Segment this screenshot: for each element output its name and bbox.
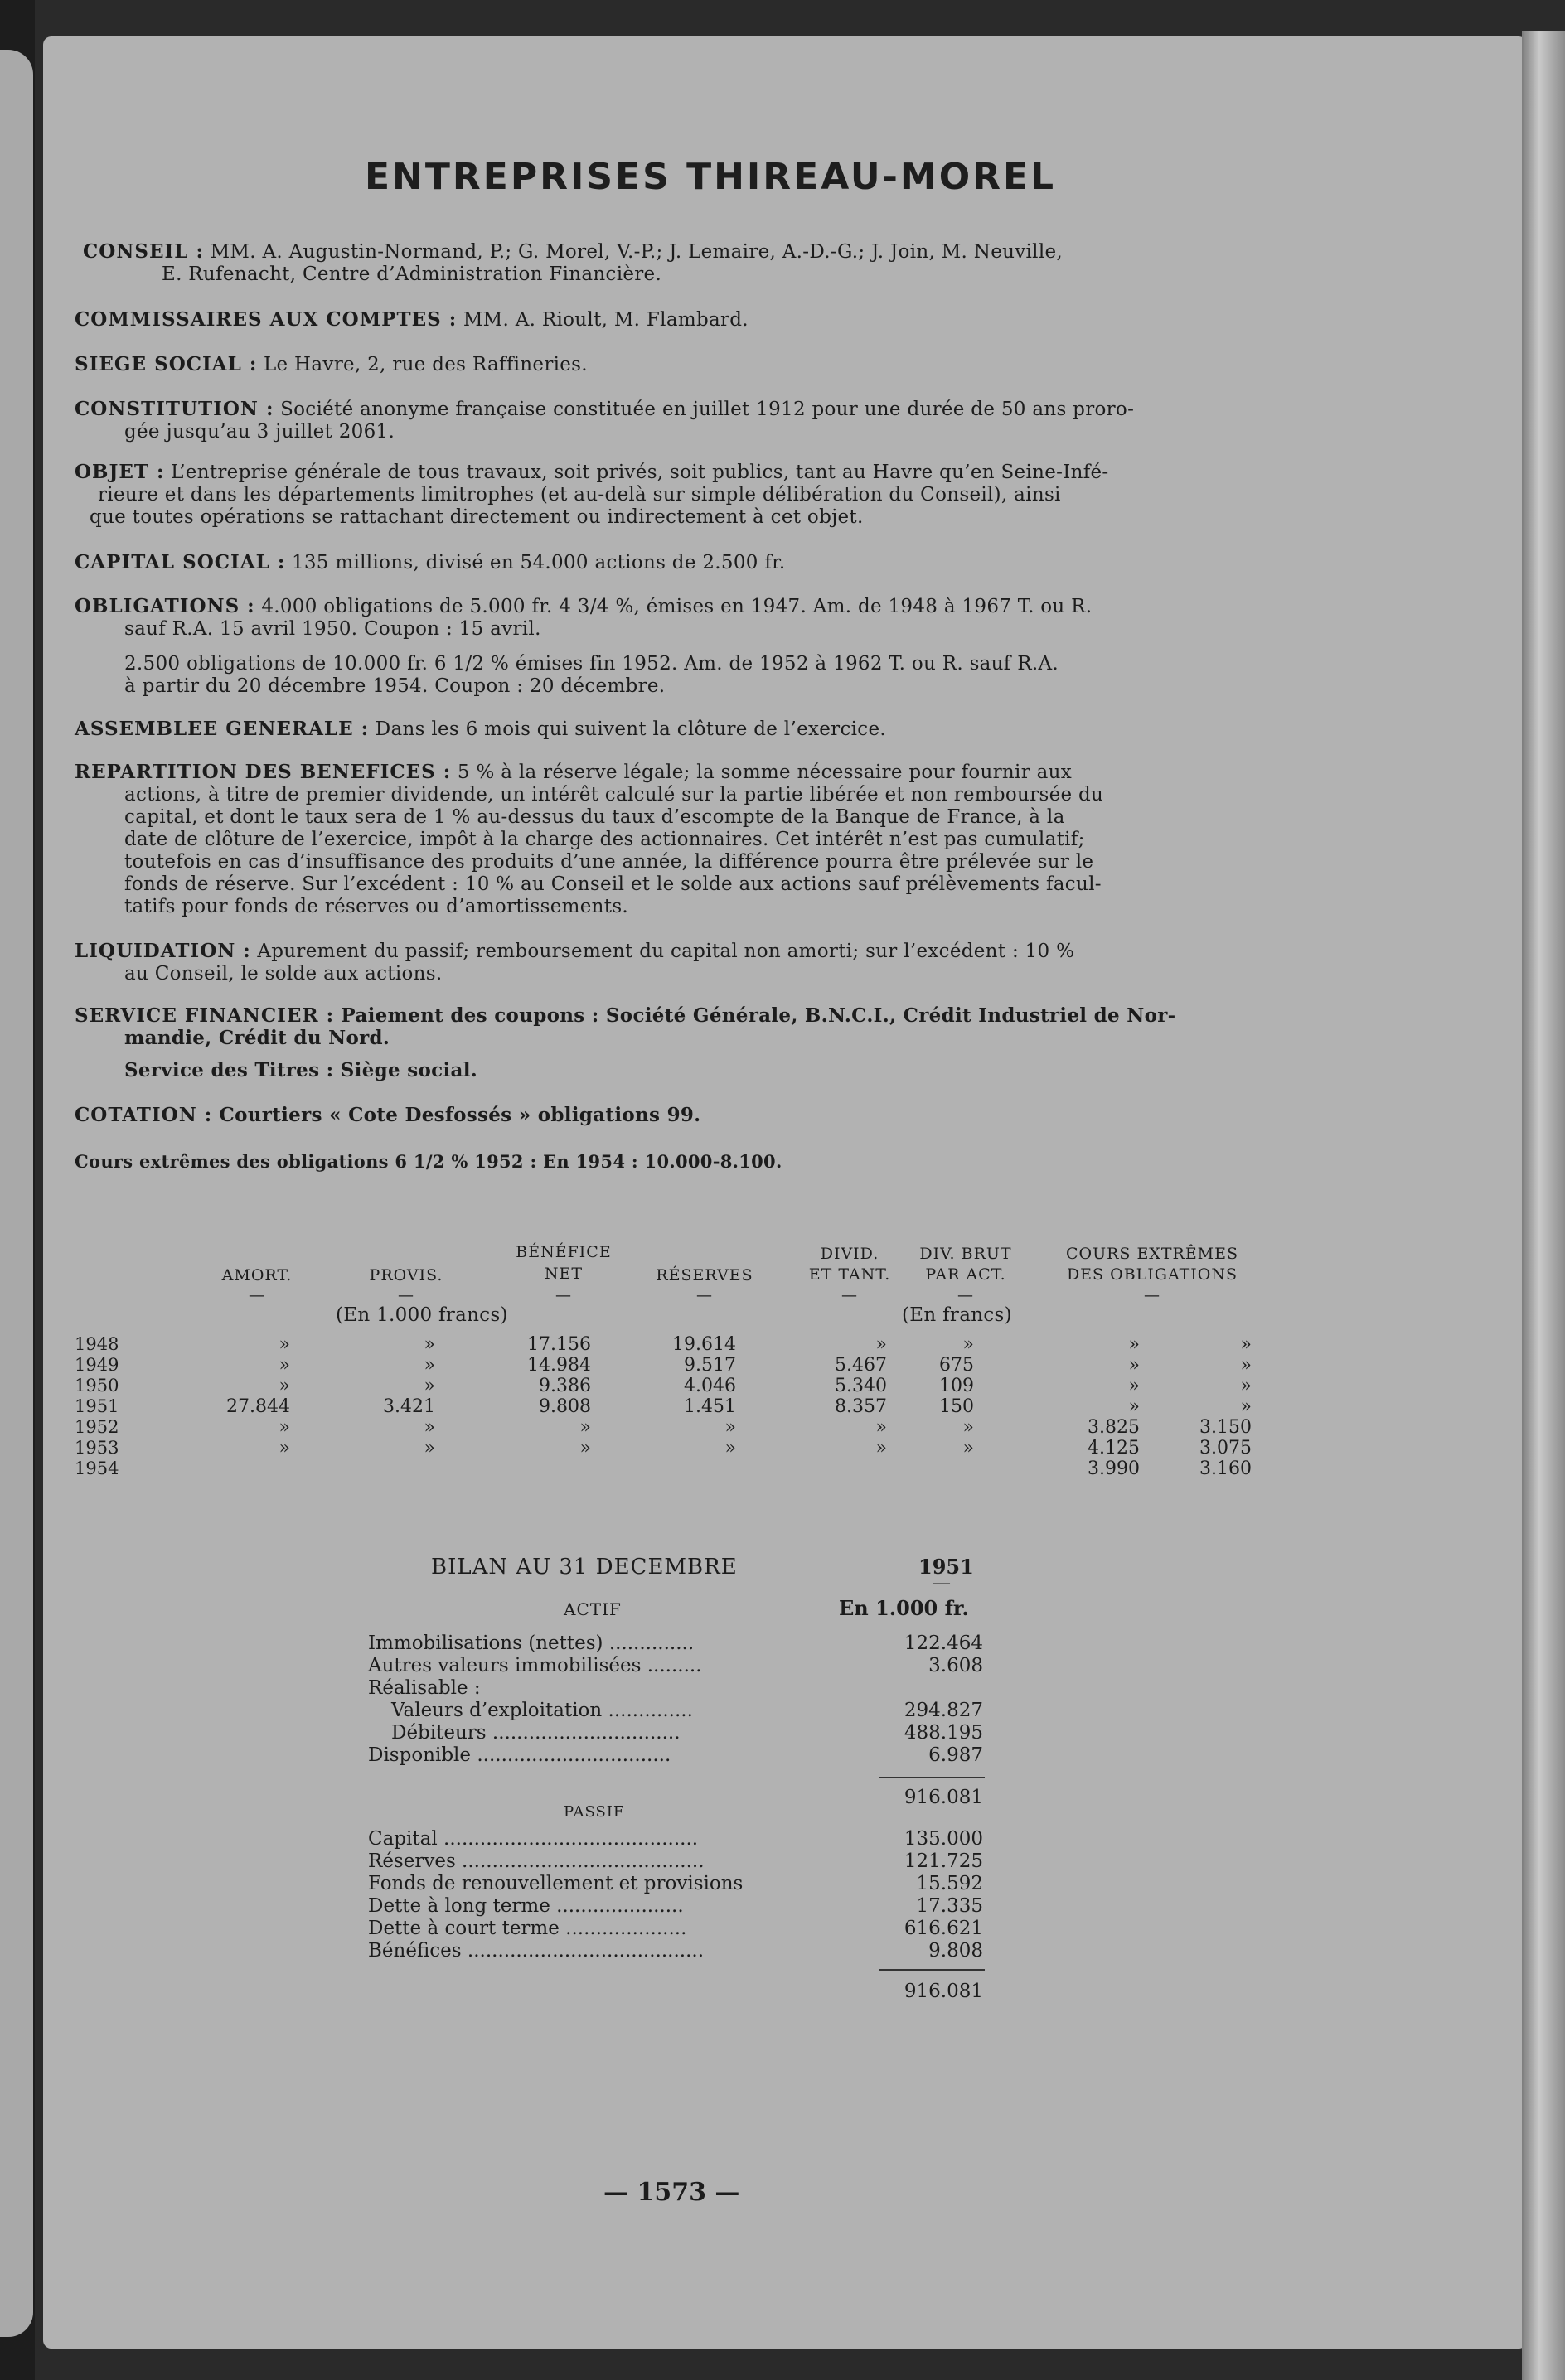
year-label: 1949 [75, 1355, 119, 1375]
table-cell: » [579, 1438, 591, 1458]
header-divbrut-2: PAR ACT. [925, 1265, 1006, 1284]
balance-row-label: Valeurs d’exploitation .............. [391, 1700, 693, 1721]
year-label: 1948 [75, 1334, 119, 1354]
table-cell: 3.160 [1199, 1458, 1252, 1479]
table-cell: » [424, 1417, 435, 1438]
constitution-line-2: gée jusqu’au 3 juillet 2061. [124, 421, 395, 443]
label-repartition: REPARTITION DES BENEFICES : [75, 761, 452, 783]
table-cell: 8.357 [835, 1396, 887, 1417]
obligations-line-4: à partir du 20 décembre 1954. Coupon : 20 décembre. [124, 675, 666, 697]
label-cotation: COTATION : [75, 1104, 213, 1126]
table-cell: » [1240, 1355, 1252, 1376]
balance-row-label: Fonds de renouvellement et provisions [368, 1873, 744, 1894]
table-cell: 5.467 [835, 1355, 887, 1376]
page-title: ENTREPRISES THIREAU-MOREL [365, 156, 1057, 198]
table-cell: 27.844 [226, 1396, 290, 1417]
table-cell: » [279, 1355, 290, 1376]
actif-total-rule [879, 1777, 985, 1778]
balance-row-label: Réserves ........................................ [368, 1850, 705, 1872]
balance-row-value: 488.195 [904, 1722, 983, 1744]
section-siege [75, 353, 588, 376]
balance-row-label: Bénéfices ....................................... [368, 1940, 705, 1962]
year-label: 1951 [75, 1396, 119, 1416]
year-label: 1953 [75, 1438, 119, 1458]
header-dash: — [555, 1286, 572, 1304]
section-assemblee [75, 718, 886, 741]
header-amort: AMORT. [221, 1266, 293, 1284]
label-liquidation: LIQUIDATION : [75, 940, 251, 962]
label-capital: CAPITAL SOCIAL : [75, 551, 286, 573]
balance-row-label: Capital .......................................... [368, 1828, 699, 1850]
table-cell: 9.808 [539, 1396, 591, 1417]
section-obligations-2 [124, 653, 1059, 698]
section-liquidation [75, 940, 1074, 985]
header-dash: — [1144, 1286, 1160, 1304]
balance-row-value: 3.608 [928, 1655, 983, 1676]
table-cell: » [1128, 1355, 1140, 1376]
passif-label: PASSIF [564, 1803, 625, 1821]
balance-row-value: 121.725 [904, 1850, 983, 1872]
table-cell: » [1240, 1334, 1252, 1355]
table-cell: » [579, 1417, 591, 1438]
balance-row-label: Réalisable : [368, 1677, 481, 1699]
unit-right: (En francs) [902, 1304, 1012, 1326]
unit-left: (En 1.000 francs) [336, 1304, 508, 1326]
table-cell: » [279, 1417, 290, 1438]
table-cell: » [1128, 1396, 1140, 1417]
table-cell: 14.984 [527, 1355, 591, 1376]
table-cell: » [279, 1334, 290, 1355]
header-divid-2: ET TANT. [808, 1265, 891, 1284]
table-cell: 4.046 [684, 1376, 736, 1396]
repartition-line-6: fonds de réserve. Sur l’excédent : 10 % au Conseil et le solde aux actions sauf prélèvements facul- [124, 873, 1102, 895]
label-assemblee: ASSEMBLEE GENERALE : [75, 718, 370, 740]
header-dash: — [398, 1286, 414, 1304]
commissaires-line-1: MM. A. Rioult, M. Flambard. [463, 309, 749, 331]
header-dash: — [841, 1286, 858, 1304]
table-cell: » [1240, 1376, 1252, 1396]
table-cell: 5.340 [835, 1376, 887, 1396]
balance-row-label: Autres valeurs immobilisées ......... [368, 1655, 702, 1676]
table-cell: 9.386 [539, 1376, 591, 1396]
header-benefice-2: NET [544, 1265, 584, 1283]
table-cell: 1.451 [684, 1396, 736, 1417]
obligations-line-2: sauf R.A. 15 avril 1950. Coupon : 15 avril. [124, 618, 541, 640]
table-cell: » [424, 1438, 435, 1458]
service-titres: Service des Titres : Siège social. [124, 1059, 478, 1081]
balance-row-label: Dette à court terme .................... [368, 1918, 687, 1939]
repartition-line-2: actions, à titre de premier dividende, un intérêt calculé sur la partie libérée et non remboursée du [124, 784, 1104, 805]
table-cell: » [424, 1376, 435, 1396]
repartition-line-5: toutefois en cas d’insuffisance des produits d’une année, la différence pourra être prélevée sur le [124, 851, 1094, 873]
section-objet [75, 461, 1109, 529]
section-repartition [75, 761, 1103, 918]
year-label: 1950 [75, 1376, 119, 1396]
table-cell: » [724, 1417, 736, 1438]
service-line-2: mandie, Crédit du Nord. [124, 1027, 390, 1049]
table-cell: » [279, 1376, 290, 1396]
constitution-line-1: Société anonyme française constituée en juillet 1912 pour une durée de 50 ans proro- [280, 399, 1135, 420]
table-cell: 3.421 [383, 1396, 435, 1417]
repartition-line-1: 5 % à la réserve légale; la somme nécessaire pour fournir aux [457, 762, 1073, 783]
liquidation-line-2: au Conseil, le solde aux actions. [124, 963, 443, 984]
header-provis: PROVIS. [369, 1266, 443, 1284]
cotation-line-1: Courtiers « Cote Desfossés » obligations 99. [219, 1104, 701, 1126]
table-cell: » [279, 1438, 290, 1458]
passif-total: 916.081 [904, 1981, 983, 2002]
year-label: 1954 [75, 1458, 119, 1478]
table-cell: 3.150 [1199, 1417, 1252, 1438]
header-dash: — [249, 1286, 265, 1304]
label-obligations: OBLIGATIONS : [75, 595, 255, 617]
table-cell: » [875, 1417, 887, 1438]
section-capital [75, 551, 786, 574]
header-dash: — [957, 1286, 974, 1304]
capital-line-1: 135 millions, divisé en 54.000 actions de 2.500 fr. [291, 552, 786, 573]
label-siege: SIEGE SOCIAL : [75, 353, 258, 375]
balance-row-value: 17.335 [916, 1895, 983, 1917]
table-cell: 9.517 [684, 1355, 736, 1376]
assemblee-line-1: Dans les 6 mois qui suivent la clôture de l’exercice. [375, 718, 887, 740]
objet-line-3: que toutes opérations se rattachant directement ou indirectement à cet objet. [90, 506, 864, 528]
table-cell: » [962, 1417, 974, 1438]
obligations-line-1: 4.000 obligations de 5.000 fr. 4 3/4 %, émises en 1947. Am. de 1948 à 1967 T. ou R. [261, 596, 1093, 617]
balance-row-label: Disponible ................................ [368, 1744, 671, 1766]
passif-total-rule [879, 1969, 985, 1971]
table-cell: 17.156 [527, 1334, 591, 1355]
header-divbrut-1: DIV. BRUT [919, 1245, 1012, 1263]
repartition-line-7: tatifs pour fonds de réserves ou d’amortissements. [124, 896, 629, 917]
year-label: 1952 [75, 1417, 119, 1437]
header-divid-1: DIVID. [820, 1245, 879, 1263]
header-benefice-1: BÉNÉFICE [516, 1243, 612, 1261]
label-objet: OBJET : [75, 461, 165, 483]
table-cell: 19.614 [672, 1334, 736, 1355]
table-cell: » [724, 1438, 736, 1458]
document-page [43, 36, 1527, 2349]
previous-page-edge [0, 50, 33, 2337]
label-commissaires: COMMISSAIRES AUX COMPTES : [75, 308, 458, 331]
balance-title: BILAN AU 31 DECEMBRE [431, 1555, 738, 1579]
section-constitution [75, 398, 1134, 443]
balance-year: 1951 [918, 1555, 974, 1579]
page-number: — 1573 — [603, 2178, 740, 2207]
table-cell: » [1128, 1334, 1140, 1355]
table-cell: » [1128, 1376, 1140, 1396]
section-conseil [83, 240, 1063, 286]
repartition-line-3: capital, et dont le taux sera de 1 % au-dessus du taux d’escompte de la Banque de France, à la [124, 806, 1065, 828]
page-stack-edge [1522, 31, 1565, 2380]
balance-unit: En 1.000 fr. [839, 1596, 969, 1620]
balance-row-value: 135.000 [904, 1828, 983, 1850]
header-cours-2: DES OBLIGATIONS [1066, 1265, 1238, 1284]
table-cell: 4.125 [1088, 1438, 1140, 1458]
siege-line-1: Le Havre, 2, rue des Raffineries. [263, 354, 588, 375]
table-cell: » [962, 1438, 974, 1458]
table-cell: 3.825 [1088, 1417, 1140, 1438]
balance-row-label: Immobilisations (nettes) .............. [368, 1633, 695, 1654]
balance-row-value: 294.827 [904, 1700, 983, 1721]
liquidation-line-1: Apurement du passif; remboursement du capital non amorti; sur l’excédent : 10 % [257, 941, 1075, 962]
actif-label: ACTIF [564, 1599, 622, 1619]
obligations-line-3: 2.500 obligations de 10.000 fr. 6 1/2 % émises fin 1952. Am. de 1952 à 1962 T. ou R. sauf R.A. [124, 653, 1059, 675]
table-cell: » [1240, 1396, 1252, 1417]
label-service: SERVICE FINANCIER : [75, 1004, 335, 1027]
balance-row-value: 122.464 [904, 1633, 983, 1654]
section-cotation [75, 1104, 701, 1126]
balance-row-value: 9.808 [928, 1940, 983, 1962]
table-cell: 3.990 [1088, 1458, 1140, 1479]
table-cell: 150 [939, 1396, 974, 1417]
conseil-line-2: E. Rufenacht, Centre d’Administration Financière. [162, 264, 662, 285]
label-constitution: CONSTITUTION : [75, 398, 274, 420]
label-conseil: CONSEIL : [83, 240, 204, 263]
table-cell: » [424, 1355, 435, 1376]
conseil-line-1: MM. A. Augustin-Normand, P.; G. Morel, V.-P.; J. Lemaire, A.-D.-G.; J. Join, M. Neuville, [210, 241, 1063, 263]
balance-row-label: Débiteurs ............................... [391, 1722, 681, 1744]
actif-total: 916.081 [904, 1787, 983, 1808]
objet-line-2: rieure et dans les départements limitrophes (et au-delà sur simple délibération du Conseil), ainsi [98, 484, 1061, 506]
table-cell: » [424, 1334, 435, 1355]
table-cell: 675 [939, 1355, 974, 1376]
table-cell: 109 [939, 1376, 974, 1396]
service-line-1: Paiement des coupons : Société Générale, B.N.C.I., Crédit Industriel de Nor- [341, 1004, 1176, 1027]
section-service [75, 1004, 1175, 1049]
header-dash: — [696, 1286, 713, 1304]
header-cours-1: COURS EXTRÊMES [1065, 1245, 1239, 1263]
table-cell: 3.075 [1199, 1438, 1252, 1458]
header-reserves: RÉSERVES [656, 1266, 753, 1284]
balance-row-value: 15.592 [916, 1873, 983, 1894]
balance-row-value: 6.987 [928, 1744, 983, 1766]
table-cell: » [962, 1334, 974, 1355]
balance-row-label: Dette à long terme ..................... [368, 1895, 684, 1917]
table-cell: » [875, 1334, 887, 1355]
repartition-line-4: date de clôture de l’exercice, impôt à la charge des actionnaires. Cet intérêt n’est pas cumulatif; [124, 829, 1085, 850]
section-obligations [75, 595, 1092, 641]
table-cell: » [875, 1438, 887, 1458]
objet-line-1: L’entreprise générale de tous travaux, soit privés, soit publics, tant au Havre qu’en Seine-Infé- [171, 462, 1109, 483]
balance-dash: — [933, 1573, 951, 1594]
section-cours: Cours extrêmes des obligations 6 1/2 % 1952 : En 1954 : 10.000-8.100. [75, 1151, 782, 1172]
section-commissaires [75, 308, 749, 331]
balance-row-value: 616.621 [904, 1918, 983, 1939]
